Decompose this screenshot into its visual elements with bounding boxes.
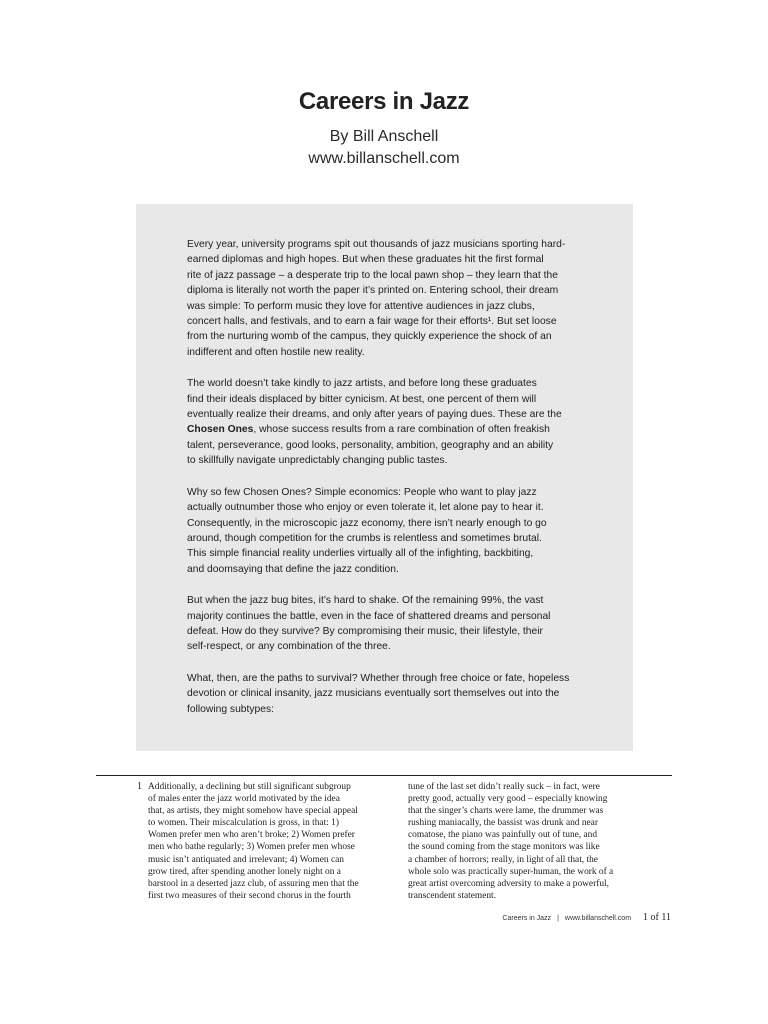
footnote-line: first two measures of their second chorus in the fourth — [148, 890, 351, 901]
intro-text — [187, 237, 592, 733]
author: By Bill Anschell — [329, 128, 439, 145]
text-line: But when the jazz bug bites, it’s hard to shake. Of the remaining 99%, the vast — [187, 595, 544, 607]
text-line: Every year, university programs spit out thousands of jazz musicians sporting hard- — [187, 239, 566, 250]
text-line: was simple: To perform music they love for attentive audiences in jazz clubs, — [187, 300, 535, 312]
footer-site[interactable]: www.billanschell.com — [564, 915, 632, 922]
footnote-line: whole solo was practically super-human, the work of a — [408, 866, 614, 877]
paragraph-2: The world doesn’t take kindly to jazz artists, and before long these graduates find their ideals displaced by bitter cynicism. At best, one percent of them will eventually realize their dreams, and only after years of paying dues. These are the Chosen Ones, whose success results from a rare combination of often freakish talent, perseverance, good looks, personality, ambition, geography and an ability to skillfully navigate unpredictably changing public tastes. — [187, 376, 592, 468]
footnote-line: comatose, the piano was painfully out of tune, and — [408, 830, 598, 841]
text-line: self-respect, or any combination of the three. — [187, 641, 391, 653]
footnote-divider — [96, 775, 672, 776]
text-line: Why so few Chosen Ones? Simple economics: People who want to play jazz — [187, 486, 537, 498]
footnote-column-left — [148, 781, 359, 902]
text-line: to skillfully navigate unpredictably changing public tastes. — [187, 455, 448, 467]
footnote-line: a chamber of horrors; really, in light of all that, the — [408, 854, 598, 865]
paragraph-1 — [187, 237, 592, 360]
footnote-line: that, as artists, they might somehow have special appeal — [148, 806, 358, 817]
page-number: 1 of 11 — [643, 912, 671, 923]
text-line: What, then, are the paths to survival? Whether through free choice or fate, hopeless — [187, 672, 570, 684]
text-line: Consequently, in the microscopic jazz economy, there isn’t nearly enough to go — [187, 517, 547, 529]
text-line: following subtypes: — [187, 703, 275, 715]
text-line: This simple financial reality underlies virtually all of the infighting, backbiting, — [187, 548, 534, 560]
text-line: devotion or clinical insanity, jazz musicians eventually sort themselves out into the — [187, 688, 560, 700]
text-line: defeat. How do they survive? By compromising their music, their lifestyle, their — [187, 625, 543, 637]
text-line: around, though competition for the crumbs is relentless and sometimes brutal. — [187, 532, 542, 544]
footer-separator: | — [557, 915, 559, 922]
footnote-line: to women. Their miscalculation is gross, in that: 1) — [148, 818, 339, 829]
page-title: Careers in Jazz — [298, 88, 470, 115]
intro-box — [136, 204, 633, 751]
text-line: The world doesn’t take kindly to jazz artists, and before long these graduates — [187, 378, 537, 390]
footnote-line: pretty good, actually very good – especially knowing — [408, 794, 608, 805]
footnote-line: the sound coming from the stage monitors was like — [408, 842, 600, 853]
footnote-number: 1 — [137, 781, 142, 792]
text-line: majority continues the battle, even in the face of shattered dreams and personal — [187, 610, 551, 622]
footnote-line: music isn’t antiquated and irrelevant; 4) Women can — [148, 854, 344, 865]
footnote-line: of males enter the jazz world motivated by the idea — [148, 794, 340, 805]
footnote-line: Additionally, a declining but still significant subgroup — [148, 782, 351, 792]
footer-doc-title: Careers in Jazz — [502, 915, 552, 922]
footnote-line: that the singer’s charts were lame, the drummer was — [408, 806, 604, 817]
text-line: from the nurturing womb of the campus, they quickly experience the shock of an — [187, 331, 552, 343]
footnote-line: great artist overcoming adversity to make a powerful, — [408, 878, 609, 889]
text-line: actually outnumber those who enjoy or even tolerate it, let alone pay to hear it. — [187, 502, 544, 514]
footnote-column-right — [408, 781, 613, 902]
text-line: eventually realize their dreams, and only after years of paying dues. These are the — [187, 409, 562, 421]
page-footer — [502, 912, 671, 923]
paragraph-5 — [187, 671, 592, 717]
text-line: earned diplomas and high hopes. But when these graduates hit the first formal — [187, 254, 544, 266]
paragraph-3 — [187, 485, 592, 577]
text-line: and doomsaying that define the jazz condition. — [187, 563, 399, 575]
footnote-line: transcendent statement. — [408, 890, 496, 901]
footnote-line: barstool in a deserted jazz club, of assuring men that the — [148, 878, 359, 889]
text-line: indifferent and often hostile new reality. — [187, 346, 365, 358]
chosen-ones-term: Chosen Ones — [187, 424, 254, 436]
website-link[interactable]: www.billanschell.com — [308, 150, 460, 167]
text-line: rite of jazz passage – a desperate trip to the local pawn shop – they learn that the — [187, 269, 558, 281]
byline — [0, 126, 768, 170]
footnote-line: Women prefer men who aren’t broke; 2) Women prefer — [148, 830, 355, 841]
text-line: diploma is literally not worth the paper it’s printed on. Entering school, their dream — [187, 285, 559, 297]
text-line: talent, perseverance, good looks, personality, ambition, geography and an ability — [187, 439, 554, 451]
footnote-line: men who bathe regularly; 3) Women prefer men whose — [148, 842, 355, 853]
text-line: concert halls, and festivals, and to earn a fair wage for their efforts¹. But set loose — [187, 316, 557, 328]
footnote-line: grow tired, after spending another lonely night on a — [148, 866, 341, 877]
footnote-line: rushing maniacally, the bassist was drunk and near — [408, 818, 598, 829]
paragraph-4 — [187, 593, 592, 655]
text-line: find their ideals displaced by bitter cynicism. At best, one percent of them will — [187, 393, 537, 405]
footnote-line: tune of the last set didn’t really suck – in fact, were — [408, 782, 600, 792]
